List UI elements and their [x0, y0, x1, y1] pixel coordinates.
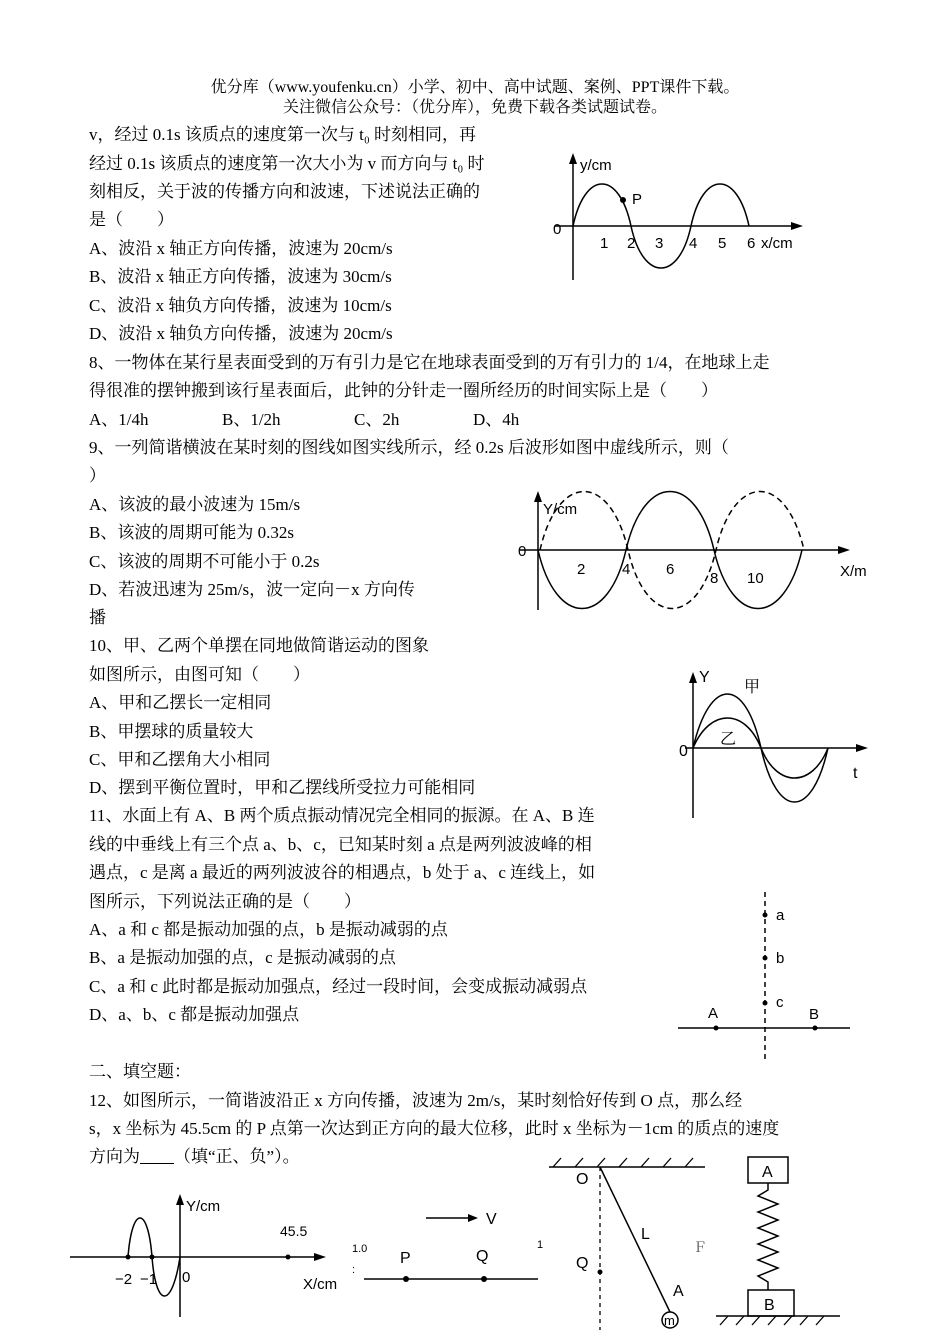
q7-line-3: 刻相反，关于波的传播方向和波速，下述说法正确的 — [89, 182, 480, 201]
q12-answer-blank[interactable] — [140, 1147, 174, 1164]
q10-pendulum-graph — [675, 662, 875, 822]
q10-y-arrow — [689, 672, 697, 683]
q12-point-p — [286, 1255, 291, 1260]
q9-tick-4: 4 — [622, 561, 631, 578]
q10-option-b: B、甲摆球的质量较大 — [89, 722, 254, 741]
q10-jia-label: 甲 — [744, 679, 761, 696]
q12-x-arrow — [314, 1253, 326, 1261]
q12-line-3 — [89, 1143, 300, 1171]
q12-line-3-prefix: 方向为 — [89, 1147, 140, 1166]
fig2-v-label: V — [486, 1211, 497, 1228]
fig3-a-label: A — [673, 1283, 684, 1300]
fig2-point-q — [481, 1276, 487, 1282]
q9-y-arrow — [534, 491, 542, 502]
q9-tick-2: 2 — [577, 561, 586, 578]
q12-point-m2 — [126, 1255, 131, 1260]
q7-tick-6: 6 — [747, 235, 756, 252]
q7-point-p — [620, 197, 626, 203]
q9-option-c: C、该波的周期不可能小于 0.2s — [89, 552, 320, 571]
q11-point-b — [763, 956, 768, 961]
q11-option-a: A、a 和 c 都是振动加强的点，b 是振动减弱的点 — [89, 920, 448, 939]
q12-origin-label: 0 — [182, 1269, 191, 1286]
velocity-pq-figure — [350, 1195, 545, 1295]
q11-point-c — [763, 1001, 768, 1006]
fig4-b-label: B — [764, 1297, 775, 1314]
q10-option-d: D、摆到平衡位置时，甲和乙摆线所受拉力可能相同 — [89, 778, 476, 797]
q7-origin-label: 0 — [553, 221, 562, 238]
q9-option-d: D、若波迅速为 25m/s，波一定向－x 方向传 — [89, 580, 415, 599]
q7-tick-4: 4 — [689, 235, 698, 252]
q7-tick-2: 2 — [627, 235, 636, 252]
q10-option-a: A、甲和乙摆长一定相同 — [89, 693, 272, 712]
q12-line-1: 12、如图所示，一简谐波沿正 x 方向传播，波速为 2m/s，某时刻恰好传到 O 点，那么经 — [89, 1091, 743, 1110]
q11-line-4: 图所示，下列说法正确的是（ ） — [89, 892, 361, 911]
q11-line-3: 遇点，c 是离 a 最近的两列波波谷的相遇点，b 处于 a、c 连线上，如 — [89, 863, 596, 882]
q7-y-arrow — [569, 153, 577, 164]
q12-p-coordinate: 45.5 — [280, 1223, 308, 1239]
q7-x-label: x/cm — [761, 235, 793, 252]
fig2-point-p — [403, 1276, 409, 1282]
section-fill-in-title: 二、填空题： — [89, 1062, 191, 1081]
q8-line-1: 8、一物体在某行星表面受到的万有引力是它在地球表面受到的万有引力的 1/4，在地球上走 — [89, 353, 770, 372]
q8-line-2: 得很准的摆钟搬到该行星表面后，此钟的分针走一圈所经历的时间实际上是（ ） — [89, 381, 718, 400]
q8-option-c: C、2h — [354, 410, 400, 429]
q11-source-b — [813, 1026, 818, 1031]
q12-line-2: s，x 坐标为 45.5cm 的 P 点第一次达到正方向的最大位移，此时 x 坐标为－1cm 的质点的速度 — [89, 1119, 780, 1138]
q10-t-label: t — [853, 765, 858, 782]
q7-x-arrow — [791, 222, 803, 230]
q11-a-label: a — [776, 907, 785, 924]
q9-line-1: 9、一列简谐横波在某时刻的图线如图实线所示，经 0.2s 后波形如图中虚线所示，则（ — [89, 438, 729, 457]
q11-option-b: B、a 是振动加强的点，c 是振动减弱的点 — [89, 948, 396, 967]
q9-wave-figure — [510, 488, 885, 613]
q11-B-label: B — [809, 1006, 820, 1023]
q7-option-d: D、波沿 x 轴负方向传播，波速为 20cm/s — [89, 324, 393, 343]
q12-y-arrow — [176, 1194, 184, 1205]
q7-tick-5: 5 — [718, 235, 727, 252]
fig3-string — [600, 1167, 670, 1312]
q11-line-2: 线的中垂线上有三个点 a、b、c，已知某时刻 a 点是两列波波峰的相 — [89, 835, 592, 854]
fig2-velocity-arrowhead — [468, 1214, 478, 1222]
q7-tick-3: 3 — [655, 235, 664, 252]
q8-option-d: D、4h — [473, 410, 520, 429]
q11-b-label: b — [776, 950, 785, 967]
q7-p-label: P — [632, 191, 643, 208]
q7-y-label: y/cm — [580, 157, 612, 174]
q7-line-1: v，经过 0.1s 该质点的速度第一次与 t₀ 时刻相同，再 — [89, 125, 477, 144]
q9-tick-10: 10 — [747, 570, 764, 587]
q9-tick-8: 8 — [710, 570, 719, 587]
q10-x-arrow — [856, 744, 868, 752]
header-line-2: 关注微信公众号：（优分库），免费下载各类试题试卷。 — [282, 99, 667, 116]
fig2-q-label: Q — [476, 1248, 489, 1265]
q11-point-a — [763, 913, 768, 918]
q8-option-a: A、1/4h — [89, 410, 149, 429]
q12-tick-m2: −2 — [115, 1271, 133, 1288]
q11-option-c: C、a 和 c 此时都是振动加强点，经过一段时间，会变成振动减弱点 — [89, 977, 588, 996]
q7-option-c: C、波沿 x 轴负方向传播，波速为 10cm/s — [89, 296, 392, 315]
q12-tick-m1: −1 — [140, 1271, 158, 1288]
q9-option-d-cont: 播 — [89, 608, 106, 627]
fig3-q-label: Q — [576, 1255, 589, 1272]
fig3-point-q — [598, 1270, 603, 1275]
fig3-l-label: L — [641, 1226, 650, 1243]
q7-option-b: B、波沿 x 轴正方向传播，波速为 30cm/s — [89, 267, 392, 286]
q11-interference-figure — [670, 888, 860, 1063]
fig2-fragment-left: 1.0 — [352, 1243, 368, 1255]
q11-source-a — [714, 1026, 719, 1031]
q8-option-b: B、1/2h — [222, 410, 281, 429]
q9-option-a: A、该波的最小波速为 15m/s — [89, 495, 301, 514]
q7-line-2: 经过 0.1s 该质点的速度第一次大小为 v 而方向与 t₀ 时 — [89, 154, 485, 173]
fig4-ground-hatch — [720, 1316, 824, 1325]
q12-x-label: X/cm — [303, 1276, 338, 1293]
q10-yi-label: 乙 — [720, 731, 737, 748]
fig3-o-label: O — [576, 1171, 589, 1188]
q11-option-d: D、a、b、c 都是振动加强点 — [89, 1005, 300, 1024]
q9-option-b: B、该波的周期可能为 0.32s — [89, 523, 294, 542]
q9-origin-label: 0 — [518, 543, 527, 560]
q7-option-a: A、波沿 x 轴正方向传播，波速为 20cm/s — [89, 239, 393, 258]
q9-x-arrow — [838, 546, 850, 554]
spring-block-figure — [712, 1152, 847, 1337]
fig2-p-label: P — [400, 1250, 411, 1267]
q11-c-label: c — [776, 994, 784, 1011]
q10-option-c: C、甲和乙摆角大小相同 — [89, 750, 271, 769]
q12-y-label: Y/cm — [186, 1198, 221, 1215]
q11-line-1: 11、水面上有 A、B 两个质点振动情况完全相同的振源。在 A、B 连 — [89, 806, 595, 825]
fig4-spring — [758, 1183, 778, 1290]
q7-line-4: 是（ ） — [89, 210, 174, 229]
q9-x-label: X/m — [840, 563, 867, 580]
q10-line-1: 10、甲、乙两个单摆在同地做简谐运动的图象 — [89, 636, 429, 655]
fig4-a-label: A — [762, 1164, 773, 1181]
q12-wave-figure — [68, 1185, 358, 1320]
q7-tick-1: 1 — [600, 235, 609, 252]
q10-line-2: 如图所示，由图可知（ ） — [89, 665, 310, 684]
q9-y-label: Y/cm — [543, 501, 578, 518]
q9-tick-6: 6 — [666, 561, 675, 578]
pendulum-figure — [545, 1150, 720, 1335]
fig3-m-label: m — [664, 1313, 675, 1328]
fig3-ceiling-hatch — [553, 1158, 693, 1167]
q11-A-label: A — [708, 1005, 719, 1022]
header-line-1: 优分库（www.youfenku.cn）小学、初中、高中试题、案例、PPT课件下载。 — [210, 79, 740, 96]
q7-wave-figure — [545, 150, 810, 285]
q10-y-label: Y — [699, 669, 710, 686]
q10-origin-label: 0 — [679, 743, 688, 760]
fig2-fragment-left-2: : — [352, 1264, 356, 1276]
q12-line-3-suffix: （填“正、负”）。 — [174, 1147, 300, 1166]
fig3-fragment: Ｆ — [693, 1239, 707, 1255]
fig2-fragment-right: 1 — [537, 1239, 544, 1251]
q9-line-2: ） — [89, 466, 106, 485]
q12-point-m1 — [150, 1255, 155, 1260]
